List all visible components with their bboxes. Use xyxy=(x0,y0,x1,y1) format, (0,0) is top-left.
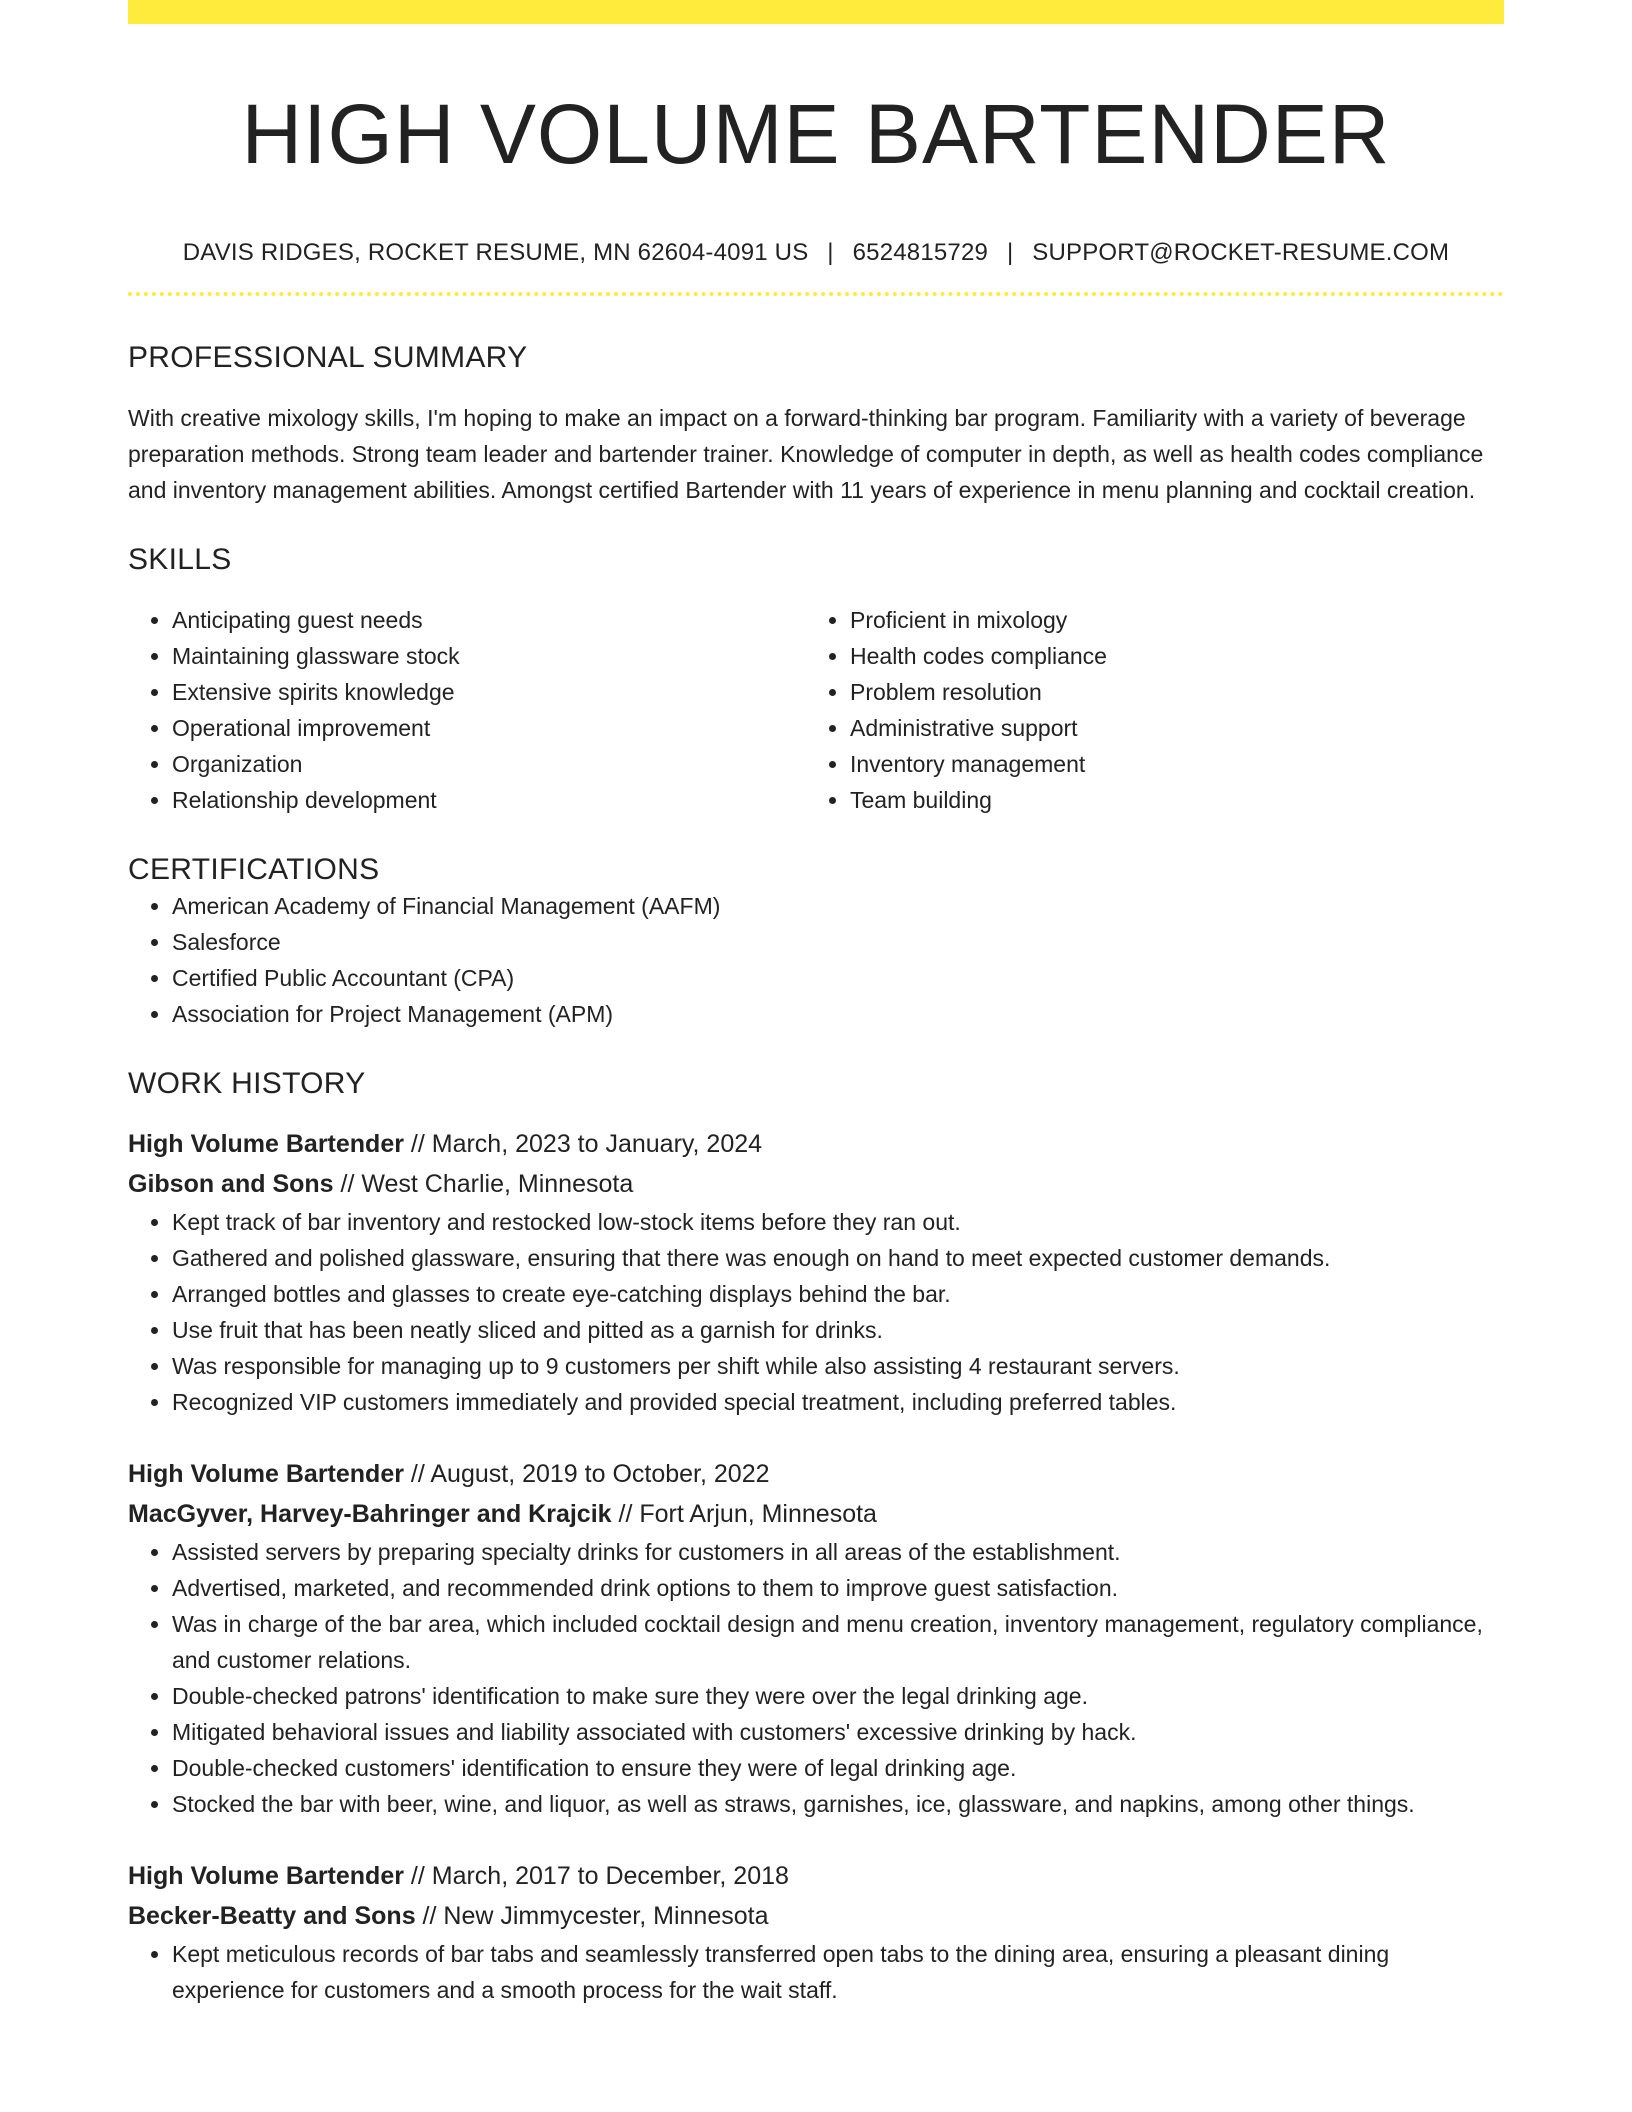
skills-column-left xyxy=(128,602,806,818)
skill-item: • Anticipating guest needs xyxy=(172,602,806,638)
job-company: MacGyver, Harvey-Bahringer and Krajcik xyxy=(128,1500,612,1528)
job-dates: // August, 2019 to October, 2022 xyxy=(403,1460,770,1488)
accent-bar xyxy=(128,0,1504,24)
skill-item: • Organization xyxy=(172,746,806,782)
job-company-line xyxy=(128,1494,1504,1534)
job-bullet: • Kept meticulous records of bar tabs and seamlessly transferred open tabs to the dining area, ensuring a pleasant dining experience for customers and a smooth process for the wait staff. xyxy=(172,1936,1504,2008)
summary-heading: PROFESSIONAL SUMMARY xyxy=(128,341,528,374)
contact-line xyxy=(128,238,1504,268)
certifications-list xyxy=(128,888,1504,1032)
job-bullet-list xyxy=(128,1534,1504,1822)
certification-item: • Certified Public Accountant (CPA) xyxy=(172,960,1504,996)
contact-separator: | xyxy=(1006,239,1014,266)
skills-list-right xyxy=(806,602,1484,818)
job-bullet: • Use fruit that has been neatly sliced and pitted as a garnish for drinks. xyxy=(172,1312,1504,1348)
job-entry xyxy=(128,1454,1504,1822)
job-bullet: • Assisted servers by preparing specialty drinks for customers in all areas of the establishment. xyxy=(172,1534,1504,1570)
job-bullet: • Kept track of bar inventory and restocked low-stock items before they ran out. xyxy=(172,1204,1504,1240)
job-entry xyxy=(128,1856,1504,2008)
job-location: // New Jimmycester, Minnesota xyxy=(415,1902,769,1930)
job-bullet: • Advertised, marketed, and recommended drink options to them to improve guest satisfaction. xyxy=(172,1570,1504,1606)
job-role: High Volume Bartender xyxy=(128,1862,404,1890)
job-bullet-list xyxy=(128,1204,1504,1420)
job-company-line xyxy=(128,1164,1504,1204)
job-bullet: • Recognized VIP customers immediately and provided special treatment, including preferred tables. xyxy=(172,1384,1504,1420)
work-history-heading: WORK HISTORY xyxy=(128,1067,366,1100)
contact-separator: | xyxy=(827,239,834,266)
job-role: High Volume Bartender xyxy=(128,1130,404,1158)
resume-name: HIGH VOLUME BARTENDER xyxy=(241,87,1391,181)
skills-column-right xyxy=(806,602,1484,818)
skills-grid xyxy=(128,602,1504,818)
job-bullet: • Was responsible for managing up to 9 customers per shift while also assisting 4 restaurant servers. xyxy=(172,1348,1504,1384)
job-company: Becker-Beatty and Sons xyxy=(128,1902,416,1930)
job-dates: // March, 2017 to December, 2018 xyxy=(403,1862,789,1890)
skill-item: • Operational improvement xyxy=(172,710,806,746)
job-bullet-list xyxy=(128,1936,1504,2008)
work-history-list xyxy=(128,1124,1504,2008)
job-dates: // March, 2023 to January, 2024 xyxy=(403,1130,763,1158)
job-bullet: • Double-checked customers' identification to ensure they were of legal drinking age. xyxy=(172,1750,1504,1786)
certifications-heading: CERTIFICATIONS xyxy=(128,853,380,886)
certification-item: • Association for Project Management (APM) xyxy=(172,996,1504,1032)
job-location: // West Charlie, Minnesota xyxy=(333,1170,634,1198)
certification-item: • American Academy of Financial Management (AAFM) xyxy=(172,888,1504,924)
job-bullet: • Gathered and polished glassware, ensuring that there was enough on hand to meet expected customer demands. xyxy=(172,1240,1504,1276)
summary-text: With creative mixology skills, I'm hoping to make an impact on a forward-thinking bar program. Familiarity with a variety of beverage preparation methods. Strong team leader and bartender trainer. Knowledge of computer in depth, as well as health codes compliance and inventory management abilities. Amongst certified Bartender with 11 years of experience in menu planning and cocktail creation. xyxy=(128,405,1484,503)
skill-item: • Inventory management xyxy=(850,746,1484,782)
job-title-line xyxy=(128,1124,1504,1164)
job-role: High Volume Bartender xyxy=(128,1460,404,1488)
job-bullet: • Was in charge of the bar area, which included cocktail design and menu creation, inventory management, regulatory compliance, and customer relations. xyxy=(172,1606,1504,1678)
skill-item: • Administrative support xyxy=(850,710,1484,746)
job-title-line xyxy=(128,1856,1504,1896)
contact-email: SUPPORT@ROCKET-RESUME.COM xyxy=(1032,239,1450,266)
contact-phone: 6524815729 xyxy=(852,239,989,266)
skill-item: • Maintaining glassware stock xyxy=(172,638,806,674)
resume-page xyxy=(128,0,1504,2008)
job-location: // Fort Arjun, Minnesota xyxy=(611,1500,877,1528)
dotted-divider xyxy=(128,292,1504,296)
contact-address: DAVIS RIDGES, ROCKET RESUME, MN 62604-4091 US xyxy=(182,239,809,266)
skill-item: • Health codes compliance xyxy=(850,638,1484,674)
job-bullet: • Arranged bottles and glasses to create eye-catching displays behind the bar. xyxy=(172,1276,1504,1312)
job-bullet: • Stocked the bar with beer, wine, and liquor, as well as straws, garnishes, ice, glassware, and napkins, among other things. xyxy=(172,1786,1504,1822)
skill-item: • Proficient in mixology xyxy=(850,602,1484,638)
job-company-line xyxy=(128,1896,1504,1936)
skill-item: • Team building xyxy=(850,782,1484,818)
job-entry xyxy=(128,1124,1504,1420)
skills-list-left xyxy=(128,602,806,818)
job-title-line xyxy=(128,1454,1504,1494)
certification-item: • Salesforce xyxy=(172,924,1504,960)
skill-item: • Relationship development xyxy=(172,782,806,818)
job-bullet: • Mitigated behavioral issues and liability associated with customers' excessive drinking by hack. xyxy=(172,1714,1504,1750)
job-bullet: • Double-checked patrons' identification to make sure they were over the legal drinking age. xyxy=(172,1678,1504,1714)
skill-item: • Extensive spirits knowledge xyxy=(172,674,806,710)
skill-item: • Problem resolution xyxy=(850,674,1484,710)
skills-heading: SKILLS xyxy=(128,543,232,576)
job-company: Gibson and Sons xyxy=(128,1170,334,1198)
